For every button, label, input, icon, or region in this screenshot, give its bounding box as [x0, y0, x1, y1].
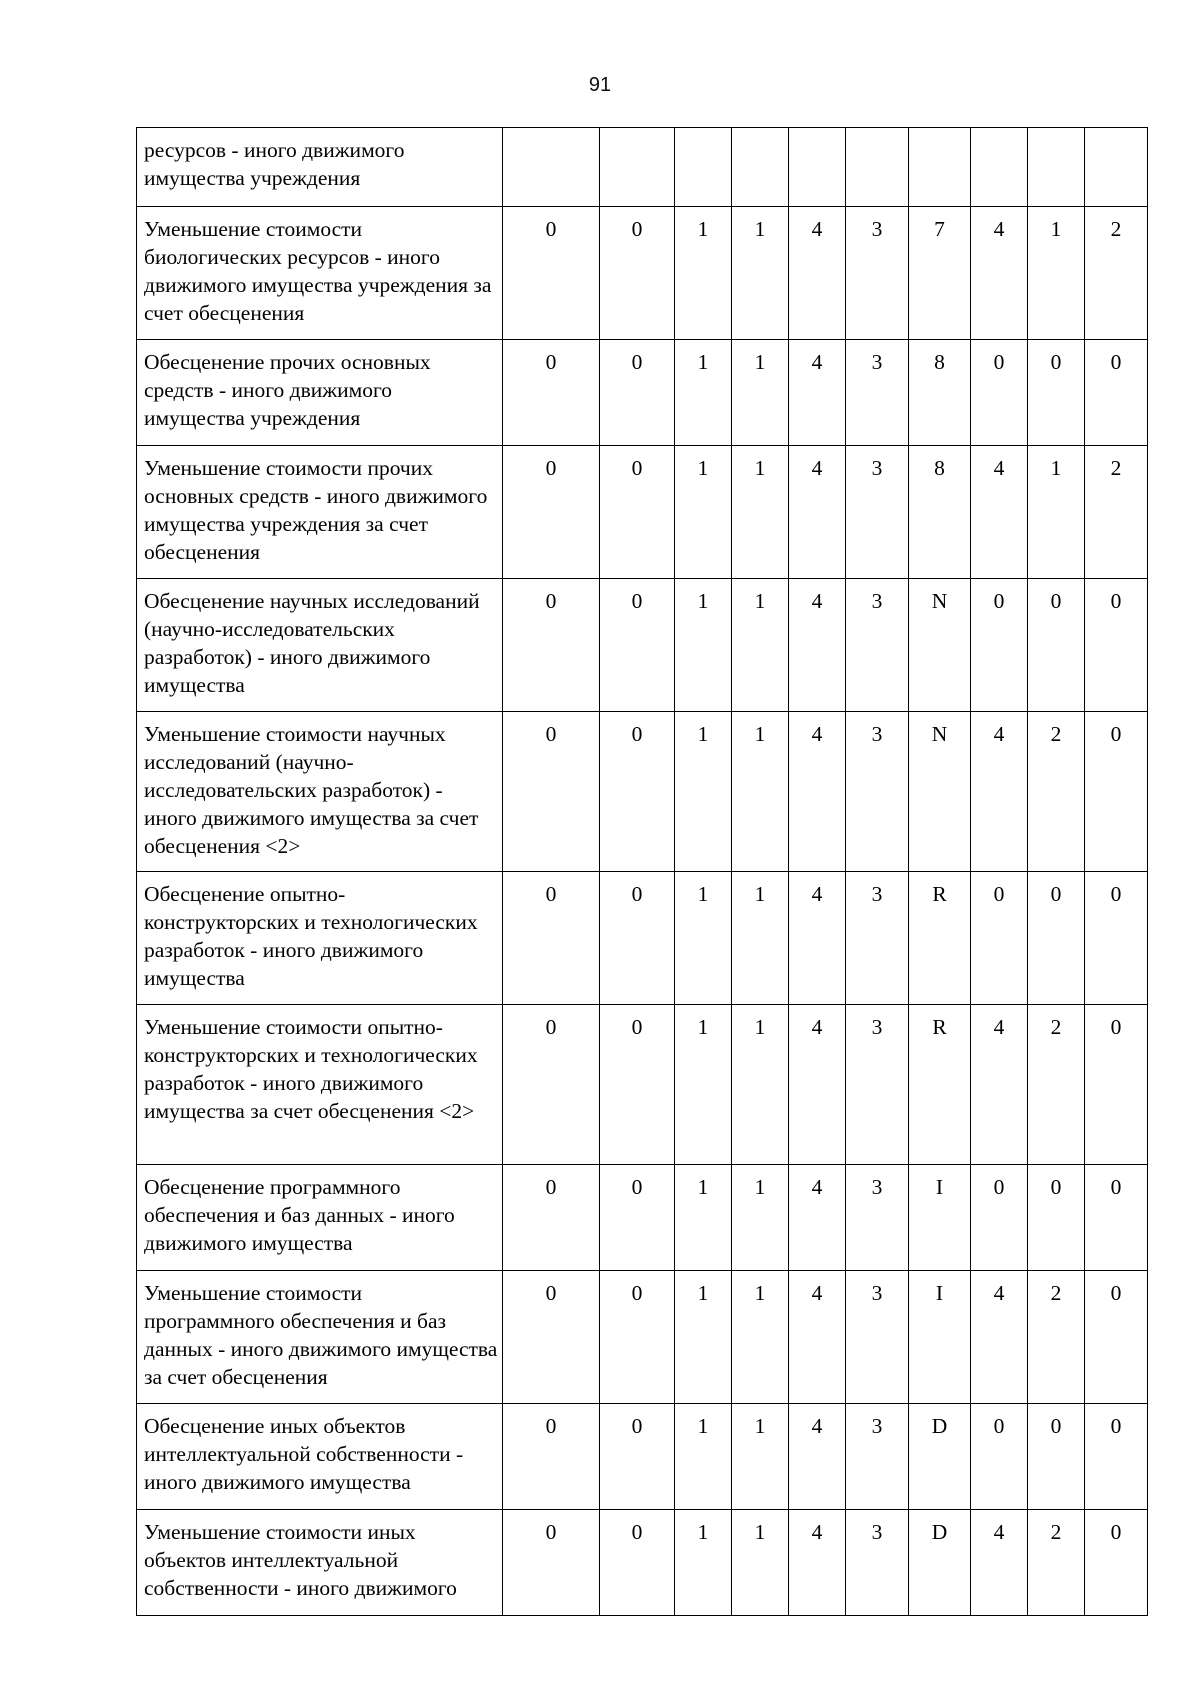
code-digit-cell: 0 — [503, 1271, 600, 1404]
code-digit-cell: D — [909, 1510, 971, 1616]
code-digit-cell: 0 — [600, 340, 675, 446]
code-digit-cell — [732, 128, 789, 207]
table-row — [137, 872, 1148, 1005]
code-digit-cell: 3 — [846, 579, 909, 712]
row-label: Уменьшение стоимости программного обеспечения и баз данных - иного движимого имущества за счет обесценения — [137, 1271, 503, 1404]
code-digit-cell: 4 — [971, 1271, 1028, 1404]
code-digit-cell: 1 — [675, 1005, 732, 1165]
code-digit-cell: R — [909, 872, 971, 1005]
code-digit-cell — [600, 128, 675, 207]
code-digit-cell: 4 — [789, 1005, 846, 1165]
row-label: Уменьшение стоимости биологических ресурсов - иного движимого имущества учреждения за счет обесценения — [137, 207, 503, 340]
code-digit-cell: 0 — [971, 1404, 1028, 1510]
code-digit-cell: I — [909, 1271, 971, 1404]
code-digit-cell: 0 — [600, 446, 675, 579]
code-digit-cell: 0 — [503, 872, 600, 1005]
code-digit-cell: 0 — [971, 872, 1028, 1005]
code-digit-cell: 1 — [732, 446, 789, 579]
code-digit-cell: 3 — [846, 1271, 909, 1404]
row-label: Уменьшение стоимости иных объектов интеллектуальной собственности - иного движимого — [137, 1510, 503, 1616]
table-body — [137, 128, 1148, 1616]
code-digit-cell: 0 — [1028, 340, 1085, 446]
code-digit-cell: 0 — [1085, 340, 1148, 446]
code-digit-cell: 1 — [675, 1404, 732, 1510]
code-digit-cell: 0 — [503, 1404, 600, 1510]
code-digit-cell: 1 — [675, 579, 732, 712]
row-label: Обесценение прочих основных средств - иного движимого имущества учреждения — [137, 340, 503, 446]
code-digit-cell: 2 — [1085, 207, 1148, 340]
code-digit-cell: 3 — [846, 1510, 909, 1616]
code-digit-cell — [503, 128, 600, 207]
code-digit-cell: 1 — [732, 1165, 789, 1271]
code-digit-cell: 1 — [732, 340, 789, 446]
code-digit-cell: 1 — [732, 579, 789, 712]
code-digit-cell: 3 — [846, 1005, 909, 1165]
code-digit-cell: 0 — [1085, 579, 1148, 712]
code-digit-cell: 0 — [600, 579, 675, 712]
code-digit-cell: 3 — [846, 1404, 909, 1510]
code-digit-cell: 0 — [503, 340, 600, 446]
code-digit-cell: 0 — [503, 1165, 600, 1271]
code-digit-cell: 2 — [1085, 446, 1148, 579]
table-row — [137, 207, 1148, 340]
code-digit-cell: 1 — [732, 712, 789, 872]
code-digit-cell: 1 — [1028, 207, 1085, 340]
code-digit-cell: 4 — [971, 446, 1028, 579]
code-digit-cell: 4 — [971, 1005, 1028, 1165]
code-digit-cell: 0 — [600, 207, 675, 340]
code-digit-cell: 0 — [1085, 712, 1148, 872]
code-digit-cell: 0 — [1028, 1165, 1085, 1271]
code-digit-cell: 0 — [503, 579, 600, 712]
code-digit-cell: 3 — [846, 446, 909, 579]
code-digit-cell: 1 — [675, 712, 732, 872]
code-digit-cell: 4 — [789, 872, 846, 1005]
code-digit-cell: 4 — [789, 340, 846, 446]
code-digit-cell: 3 — [846, 872, 909, 1005]
code-digit-cell: 4 — [789, 446, 846, 579]
code-digit-cell: 4 — [789, 579, 846, 712]
account-code-table — [136, 127, 1148, 1616]
code-digit-cell: 4 — [789, 1271, 846, 1404]
code-digit-cell: 0 — [503, 446, 600, 579]
code-digit-cell: 3 — [846, 712, 909, 872]
code-digit-cell: 0 — [600, 872, 675, 1005]
code-digit-cell: 0 — [1028, 1404, 1085, 1510]
code-digit-cell: 0 — [1085, 1165, 1148, 1271]
code-digit-cell: 1 — [675, 1510, 732, 1616]
code-digit-cell — [971, 128, 1028, 207]
code-digit-cell: 0 — [971, 579, 1028, 712]
table-row — [137, 340, 1148, 446]
code-digit-cell: 1 — [732, 1005, 789, 1165]
code-digit-cell: 1 — [675, 340, 732, 446]
code-digit-cell: 1 — [675, 1271, 732, 1404]
table-row — [137, 712, 1148, 872]
code-digit-cell: 0 — [600, 712, 675, 872]
row-label: Уменьшение стоимости прочих основных средств - иного движимого имущества учреждения за счет обесценения — [137, 446, 503, 579]
code-digit-cell: 7 — [909, 207, 971, 340]
code-digit-cell: 0 — [971, 340, 1028, 446]
table-row — [137, 1271, 1148, 1404]
code-digit-cell — [846, 128, 909, 207]
code-digit-cell — [1085, 128, 1148, 207]
table-row — [137, 128, 1148, 207]
code-digit-cell: 0 — [503, 1510, 600, 1616]
code-digit-cell: 4 — [789, 1404, 846, 1510]
code-digit-cell: 2 — [1028, 1005, 1085, 1165]
code-digit-cell: 8 — [909, 340, 971, 446]
row-label: Уменьшение стоимости научных исследований (научно-исследовательских разработок) - иного движимого имущества за счет обесценения <2> — [137, 712, 503, 872]
row-label: Обесценение программного обеспечения и баз данных - иного движимого имущества — [137, 1165, 503, 1271]
code-digit-cell: 0 — [600, 1404, 675, 1510]
code-digit-cell: 4 — [789, 712, 846, 872]
table-row — [137, 446, 1148, 579]
code-digit-cell: 3 — [846, 340, 909, 446]
code-digit-cell: 4 — [789, 1165, 846, 1271]
code-digit-cell — [789, 128, 846, 207]
code-digit-cell: 0 — [600, 1005, 675, 1165]
code-digit-cell: R — [909, 1005, 971, 1165]
code-digit-cell: 0 — [971, 1165, 1028, 1271]
code-digit-cell: 1 — [675, 872, 732, 1005]
code-digit-cell: 1 — [1028, 446, 1085, 579]
code-digit-cell — [909, 128, 971, 207]
code-digit-cell: 1 — [732, 1510, 789, 1616]
row-label: Уменьшение стоимости опытно-конструкторских и технологических разработок - иного движимого имущества за счет обесценения <2> — [137, 1005, 503, 1165]
code-digit-cell — [1028, 128, 1085, 207]
code-digit-cell: 2 — [1028, 1510, 1085, 1616]
code-digit-cell: 1 — [732, 207, 789, 340]
code-digit-cell: 4 — [789, 207, 846, 340]
code-digit-cell: 0 — [503, 712, 600, 872]
table-row — [137, 1404, 1148, 1510]
code-digit-cell: 4 — [971, 1510, 1028, 1616]
row-label: ресурсов - иного движимого имущества учреждения — [137, 128, 503, 207]
code-digit-cell: 0 — [600, 1271, 675, 1404]
code-digit-cell: 2 — [1028, 1271, 1085, 1404]
code-digit-cell: 1 — [732, 1404, 789, 1510]
code-digit-cell: 1 — [675, 207, 732, 340]
code-digit-cell: 0 — [1028, 872, 1085, 1005]
code-digit-cell: 0 — [1085, 1271, 1148, 1404]
code-digit-cell — [675, 128, 732, 207]
row-label: Обесценение иных объектов интеллектуальной собственности - иного движимого имущества — [137, 1404, 503, 1510]
code-digit-cell: 0 — [1085, 872, 1148, 1005]
code-digit-cell: 1 — [675, 446, 732, 579]
row-label: Обесценение научных исследований (научно-исследовательских разработок) - иного движимого имущества — [137, 579, 503, 712]
code-digit-cell: 0 — [600, 1165, 675, 1271]
code-digit-cell: 0 — [503, 1005, 600, 1165]
code-digit-cell: 2 — [1028, 712, 1085, 872]
code-digit-cell: N — [909, 712, 971, 872]
table-row — [137, 1165, 1148, 1271]
code-digit-cell: 0 — [1028, 579, 1085, 712]
table-row — [137, 579, 1148, 712]
code-digit-cell: 4 — [789, 1510, 846, 1616]
code-digit-cell: 0 — [503, 207, 600, 340]
page-number: 91 — [588, 74, 612, 96]
code-digit-cell: D — [909, 1404, 971, 1510]
code-digit-cell: 1 — [675, 1165, 732, 1271]
table-row — [137, 1005, 1148, 1165]
code-digit-cell: 1 — [732, 1271, 789, 1404]
code-digit-cell: 0 — [1085, 1404, 1148, 1510]
code-digit-cell: N — [909, 579, 971, 712]
table-row — [137, 1510, 1148, 1616]
code-digit-cell: I — [909, 1165, 971, 1271]
code-digit-cell: 0 — [600, 1510, 675, 1616]
code-digit-cell: 4 — [971, 712, 1028, 872]
code-digit-cell: 0 — [1085, 1005, 1148, 1165]
code-digit-cell: 3 — [846, 207, 909, 340]
code-digit-cell: 8 — [909, 446, 971, 579]
code-digit-cell: 0 — [1085, 1510, 1148, 1616]
code-digit-cell: 4 — [971, 207, 1028, 340]
code-digit-cell: 1 — [732, 872, 789, 1005]
row-label: Обесценение опытно-конструкторских и технологических разработок - иного движимого имущества — [137, 872, 503, 1005]
code-digit-cell: 3 — [846, 1165, 909, 1271]
